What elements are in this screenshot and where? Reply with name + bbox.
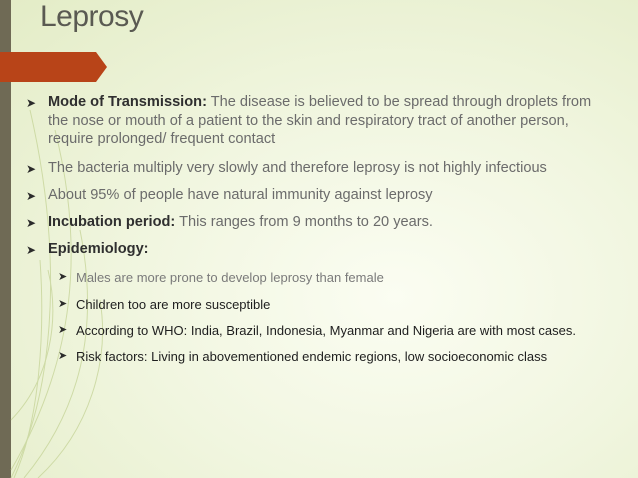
- right-arrow-bullet-icon: ➤: [26, 162, 37, 176]
- bullet-text: About 95% of people have natural immunity against leprosy: [48, 187, 433, 203]
- sub-bullet-text: According to WHO: India, Brazil, Indonesia, Myanmar and Nigeria are with most cases.: [76, 323, 576, 338]
- right-arrow-bullet-icon: ➤: [58, 271, 68, 283]
- sub-bullet-who: [58, 322, 634, 339]
- sub-bullet-risk: [58, 348, 626, 365]
- right-arrow-bullet-icon: ➤: [58, 324, 68, 336]
- right-arrow-bullet-icon: ➤: [58, 298, 68, 310]
- sub-bullet-text: Risk factors: Living in abovementioned endemic regions, low socioeconomic class: [76, 349, 548, 364]
- right-arrow-bullet-icon: ➤: [26, 96, 37, 110]
- sub-bullet-children: [58, 296, 626, 313]
- bullet-text: The disease is believed to be spread through droplets from the nose or mouth of a patient to the skin and respiratory tract of another person, require prolonged/ frequent contact: [48, 94, 592, 147]
- bullet-label: Incubation period:: [48, 214, 176, 230]
- right-arrow-bullet-icon: ➤: [26, 243, 37, 257]
- right-arrow-bullet-icon: ➤: [58, 350, 68, 362]
- bullet-text: This ranges from 9 months to 20 years.: [175, 214, 433, 230]
- bullet-immunity: [26, 186, 613, 205]
- bullet-transmission: [26, 93, 613, 149]
- bullet-multiply: [26, 159, 613, 178]
- sub-bullet-text: Children too are more susceptible: [76, 297, 271, 312]
- sub-bullet-males: [58, 269, 626, 286]
- bullet-label: Epidemiology:: [48, 241, 149, 257]
- bullet-label: Mode of Transmission:: [48, 94, 207, 110]
- sub-bullet-text: Males are more prone to develop leprosy than female: [76, 270, 384, 285]
- bullet-text: The bacteria multiply very slowly and therefore leprosy is not highly infectious: [48, 160, 547, 176]
- right-arrow-bullet-icon: ➤: [26, 189, 37, 203]
- bullet-epidemiology: [26, 240, 613, 259]
- slide-title: Leprosy: [40, 0, 144, 33]
- title-accent-ribbon: [0, 52, 96, 82]
- bullet-incubation: [26, 213, 613, 232]
- right-arrow-bullet-icon: ➤: [26, 216, 37, 230]
